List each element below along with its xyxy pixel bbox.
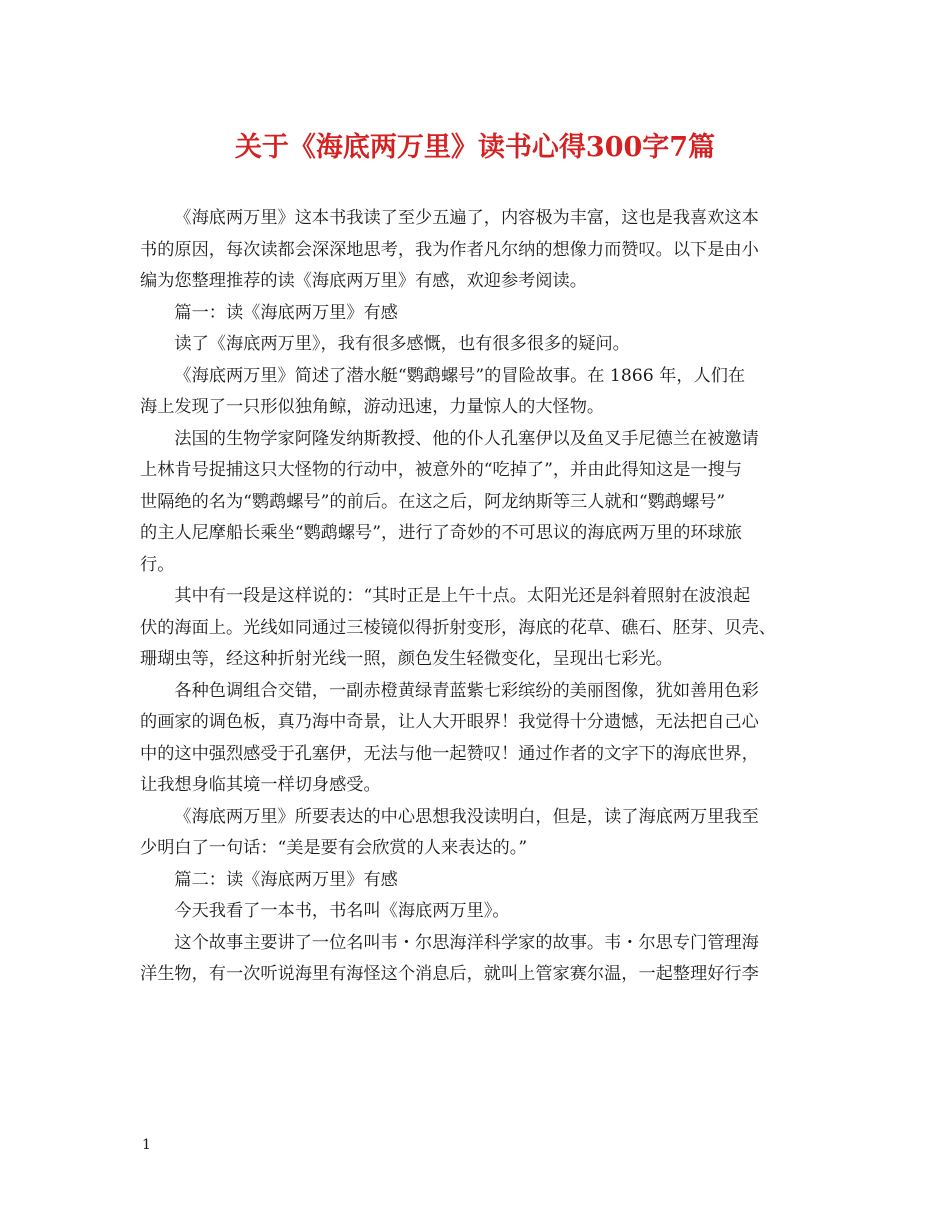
text-line: 其中有一段是这样说的：“其时正是上午十点。太阳光还是斜着照射在波浪起 [174,586,751,606]
text-line: 《海底两万里》这本书我读了至少五遍了，内容极为丰富，这也是我喜欢这本 [174,208,759,228]
text-line: 的画家的调色板，真乃海中奇景，让人大开眼界！我觉得十分遗憾，无法把自己心 [140,712,759,732]
page-number: 1 [142,1137,151,1153]
text-line: 让我想身临其境一样切身感受。 [140,775,381,795]
text-line: 海上发现了一只形似独角鲸，游动迅速，力量惊人的大怪物。 [140,397,605,417]
text-line: 篇二：读《海底两万里》有感 [174,869,398,890]
paragraph [140,802,820,865]
text-line: 篇一：读《海底两万里》有感 [174,302,398,323]
text-line: 这个故事主要讲了一位名叫韦・尔思海洋科学家的故事。韦・尔思专门管理海 [174,932,759,953]
paragraph [140,865,820,897]
paragraph [140,329,820,361]
text-line: 的主人尼摩船长乘坐“鹦鹉螺号”，进行了奇妙的不可思议的海底两万里的环球旅 [140,523,742,543]
text-line: 今天我看了一本书，书名叫《海底两万里》。 [174,901,510,921]
paragraph [140,298,820,330]
paragraph [140,424,820,582]
text-line: 世隔绝的名为“鹦鹉螺号”的前后。在这之后，阿龙纳斯等三人就和“鹦鹉螺号” [140,491,726,512]
paragraph [140,896,820,928]
text-line: 上林肯号捉捕这只大怪物的行动中，被意外的“吃掉了”，并由此得知这是一搜与 [140,460,742,480]
text-line: 《海底两万里》所要表达的中心思想我没读明白，但是，读了海底两万里我至 [174,806,759,827]
text-line: 各种色调组合交错，一副赤橙黄绿青蓝紫七彩缤纷的美丽图像，犹如善用色彩 [174,680,759,701]
text-line: 中的这中强烈感受于孔塞伊，无法与他一起赞叹！通过作者的文字下的海底世界， [140,743,759,764]
paragraph [140,581,820,676]
paragraph [140,361,820,424]
text-line: 洋生物，有一次听说海里有海怪这个消息后，就叫上管家赛尔温，一起整理好行李 [140,964,759,984]
paragraph [140,203,820,298]
text-line: 伏的海面上。光线如同通过三棱镜似得折射变形，海底的花草、礁石、胚芽、贝壳、 [140,617,776,638]
text-line: 行。 [140,554,175,575]
text-line: 读了《海底两万里》，我有很多感慨，也有很多很多的疑问。 [174,334,630,354]
paragraph [140,676,820,802]
text-line: 少明白了一句话：“美是要有会欣赏的人来表达的。” [140,838,528,858]
paragraph [140,928,820,991]
text-line: 法国的生物学家阿隆发纳斯教授、他的仆人孔塞伊以及鱼叉手尼德兰在被邀请 [174,428,759,449]
text-line: 珊瑚虫等，经这种折射光线一照，颜色发生轻微变化，呈现出七彩光。 [140,649,673,669]
text-line: 《海底两万里》简述了潜水艇“鹦鹉螺号”的冒险故事。在 1866 年，人们在 [174,365,746,386]
text-line: 书的原因，每次读都会深深地思考，我为作者凡尔纳的想像力而赞叹。以下是由小 [140,239,759,260]
document-title: 关于《海底两万里》读书心得300字7篇 [234,132,716,163]
document-body [140,203,820,991]
text-line: 编为您整理推荐的读《海底两万里》有感，欢迎参考阅读。 [140,271,587,291]
